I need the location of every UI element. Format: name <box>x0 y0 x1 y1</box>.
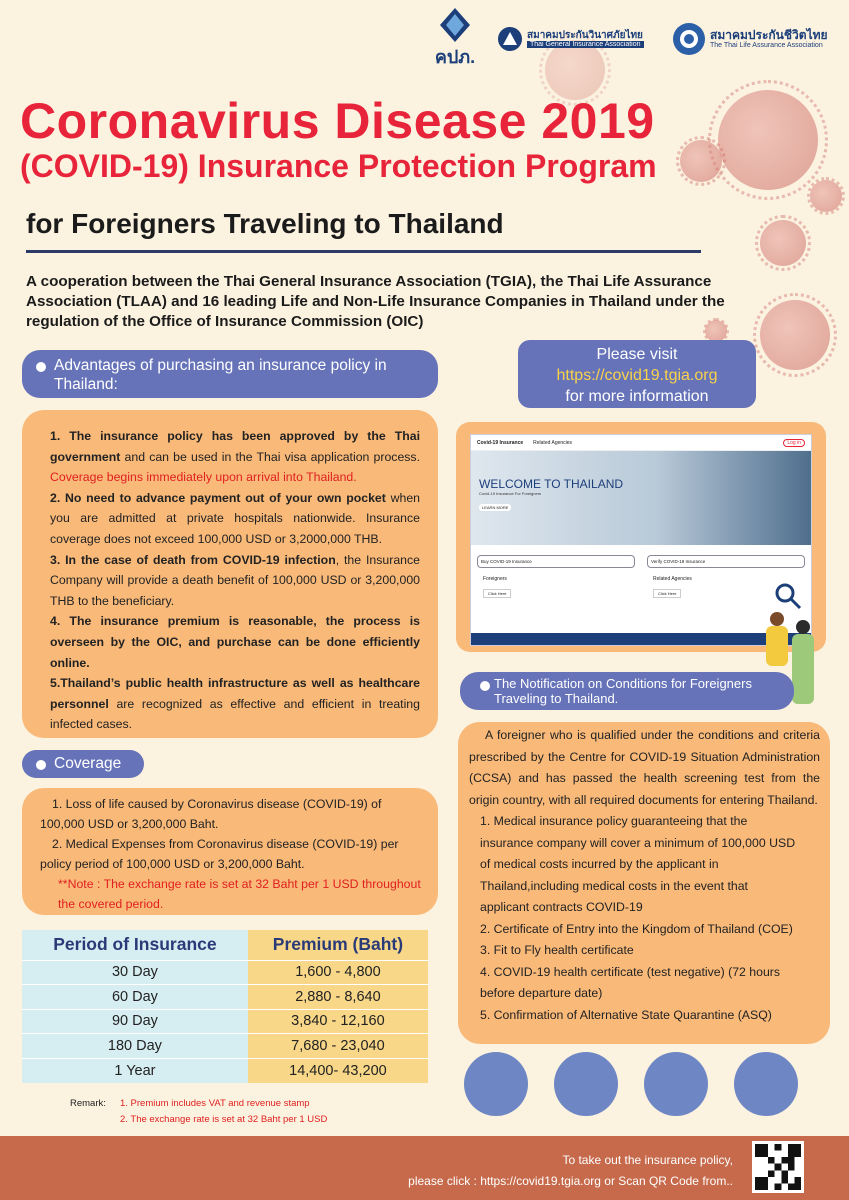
advantage-item: 5.Thailand’s public health infrastructure as well as healthcare personnel are recognized as effective and efficient in treating infected cases. <box>50 676 420 732</box>
site-card-title: Verify COVID-19 Insurance <box>647 555 805 568</box>
visit-box <box>518 340 756 408</box>
oic-logo <box>420 8 490 72</box>
period-cell: 60 Day <box>22 985 248 1010</box>
coverage-item: 1. Loss of life caused by Coronavirus disease (COVID-19) of 100,000 USD or 3,200,000 Baht. <box>40 797 382 831</box>
coverage-heading-text: Coverage <box>54 755 122 772</box>
tgia-logo <box>497 26 644 52</box>
title-line-3: for Foreigners Traveling to Thailand <box>26 208 504 239</box>
doctor-illustration <box>554 1052 618 1116</box>
virus-decoration <box>810 180 842 212</box>
site-click-button: Click Here <box>653 589 681 598</box>
tlaa-logo-sub: The Thai Life Assurance Association <box>710 42 823 50</box>
remark-label: Remark: <box>70 1098 106 1109</box>
premium-table <box>22 930 428 1083</box>
footer-text <box>408 1150 733 1192</box>
premium-cell: 1,600 - 4,800 <box>248 960 428 985</box>
tlaa-logo-name: สมาคมประกันชีวิตไทย <box>710 27 828 42</box>
premium-cell: 3,840 - 12,160 <box>248 1009 428 1034</box>
table-header: Premium (Baht) <box>248 930 428 960</box>
advantage-item: 3. In the case of death from COVID-19 infection, the Insurance Company will provide a death benefit of 100,000 USD or 3,200,000 THB to the beneficiary. <box>50 552 420 608</box>
site-card-buy <box>477 555 635 600</box>
title-divider <box>26 250 701 253</box>
qr-code[interactable] <box>752 1141 804 1193</box>
footer-line-1: To take out the insurance policy, <box>562 1153 733 1167</box>
period-cell: 90 Day <box>22 1009 248 1034</box>
remark-block <box>70 1096 327 1128</box>
visit-line-3: for more information <box>565 388 709 405</box>
table-row <box>22 985 428 1010</box>
site-nav-item: Covid-19 Insurance <box>477 439 524 446</box>
table-row <box>22 1058 428 1083</box>
tlaa-emblem-icon <box>672 22 706 56</box>
site-login-button: Log in <box>783 439 805 447</box>
advantages-heading <box>22 350 438 398</box>
magnifier-icon <box>774 582 802 610</box>
virus-decoration <box>760 220 806 266</box>
advantages-box <box>22 410 438 738</box>
notification-item: 3. Fit to Fly health certificate <box>480 943 634 957</box>
table-row <box>22 1009 428 1034</box>
visit-line-1: Please visit <box>596 346 678 363</box>
notification-heading-text: The Notification on Conditions for Foreigners Traveling to Thailand. <box>494 676 752 706</box>
coverage-item: 2. Medical Expenses from Coronavirus disease (COVID-19) per policy period of 100,000 USD or 3,200,000 Baht. <box>40 837 399 871</box>
notification-item: 5. Confirmation of Alternative State Quarantine (ASQ) <box>480 1007 772 1022</box>
period-cell: 30 Day <box>22 960 248 985</box>
tlaa-logo <box>672 22 828 56</box>
notification-item: 4. COVID-19 health certificate (test negative) (72 hours before departure date) <box>480 964 781 1000</box>
tgia-logo-name: สมาคมประกันวินาศภัยไทย <box>527 29 643 41</box>
coverage-note: **Note : The exchange rate is set at 32 Baht per 1 USD throughout the covered period. <box>58 877 421 911</box>
advantage-item: 2. No need to advance payment out of your own pocket when you are admitted at private hospitals nationwide. Insurance coverage does not exceed 100,000 USD or 3,2000,000 THB. <box>50 490 420 546</box>
coverage-heading <box>22 750 144 778</box>
visit-url-link[interactable]: https://covid19.tgia.org <box>556 367 718 384</box>
patient-bed-illustration <box>644 1052 708 1116</box>
medical-illustrations <box>458 1048 828 1120</box>
period-cell: 180 Day <box>22 1034 248 1059</box>
site-nav-item: Related Agencies <box>533 439 573 446</box>
premium-cell: 2,880 - 8,640 <box>248 985 428 1010</box>
premium-cell: 7,680 - 23,040 <box>248 1034 428 1059</box>
site-card-label: Foreigners <box>483 576 507 582</box>
coverage-box <box>22 788 438 915</box>
virus-decoration <box>718 90 818 190</box>
site-card-title: Buy COVID-19 Insurance <box>477 555 635 568</box>
notification-intro: A foreigner who is qualified under the conditions and criteria prescribed by the Centre for COVID-19 Situation Administration (CCSA) and has passed the health screening test from the origin country, with all required documents for entering Thailand. <box>469 728 820 807</box>
remark-item: 2. The exchange rate is set at 32 Baht per 1 USD <box>120 1114 328 1125</box>
notification-item: 2. Certificate of Entry into the Kingdom of Thailand (COE) <box>480 921 793 936</box>
site-card-label: Related Agencies <box>653 576 692 582</box>
advantages-heading-text: Advantages of purchasing an insurance policy in Thailand: <box>54 357 387 393</box>
website-screenshot <box>470 434 812 646</box>
premium-cell: 14,400- 43,200 <box>248 1058 428 1083</box>
site-welcome: WELCOME TO THAILAND <box>479 477 624 491</box>
bullet-dot-icon <box>36 760 46 770</box>
advantage-item: 4. The insurance premium is reasonable, the process is overseen by the OIC, and purchase can be done efficiently online. <box>50 614 420 670</box>
virus-decoration <box>680 140 722 182</box>
title-line-1: Coronavirus Disease 2019 <box>20 93 655 149</box>
bullet-dot-icon <box>480 681 490 691</box>
oic-logo-abbr: คปภ. <box>434 47 476 67</box>
oic-emblem-icon <box>440 8 470 42</box>
title-line-2: (COVID-19) Insurance Protection Program <box>20 148 657 184</box>
notification-box <box>458 722 830 1044</box>
intro-paragraph: A cooperation between the Thai General Insurance Association (TGIA), the Thai Life Assurance Association (TLAA) and 16 leading Life and Non-Life Insurance Companies in Thailand under the regulation of the Office of Insurance Commission (OIC) <box>26 273 725 330</box>
site-hero <box>471 451 811 545</box>
footer-line-2[interactable]: please click : https://covid19.tgia.org or Scan QR Code from.. <box>408 1174 733 1188</box>
table-row <box>22 960 428 985</box>
tgia-logo-sub: Thai General Insurance Association <box>527 41 644 48</box>
masked-person-illustration <box>464 1052 528 1116</box>
table-header: Period of Insurance <box>22 930 248 960</box>
table-row <box>22 1034 428 1059</box>
hospital-bed-illustration <box>734 1052 798 1116</box>
bullet-dot-icon <box>36 362 46 372</box>
site-learn-more: LEARN MORE <box>479 504 511 511</box>
remark-item: 1. Premium includes VAT and revenue stamp <box>120 1098 310 1109</box>
advantage-item: 1. The insurance policy has been approved by the Thai government and can be used in the Thai visa application process. Coverage begins immediately upon arrival into Thailand. <box>50 429 420 485</box>
site-click-button: Click Here <box>483 589 511 598</box>
site-tagline: Covid-19 Insurance For Foreigners <box>479 491 542 496</box>
notification-item: 1. Medical insurance policy guaranteeing that the insurance company will cover a minimum of 100,000 USD of medical costs incurred by the applicant in Thailand,including medical costs in the event that applicant contracts COVID-19 <box>480 814 796 914</box>
tgia-emblem-icon <box>497 26 523 52</box>
qr-code-icon <box>755 1144 801 1190</box>
notification-heading <box>460 672 794 710</box>
period-cell: 1 Year <box>22 1058 248 1083</box>
